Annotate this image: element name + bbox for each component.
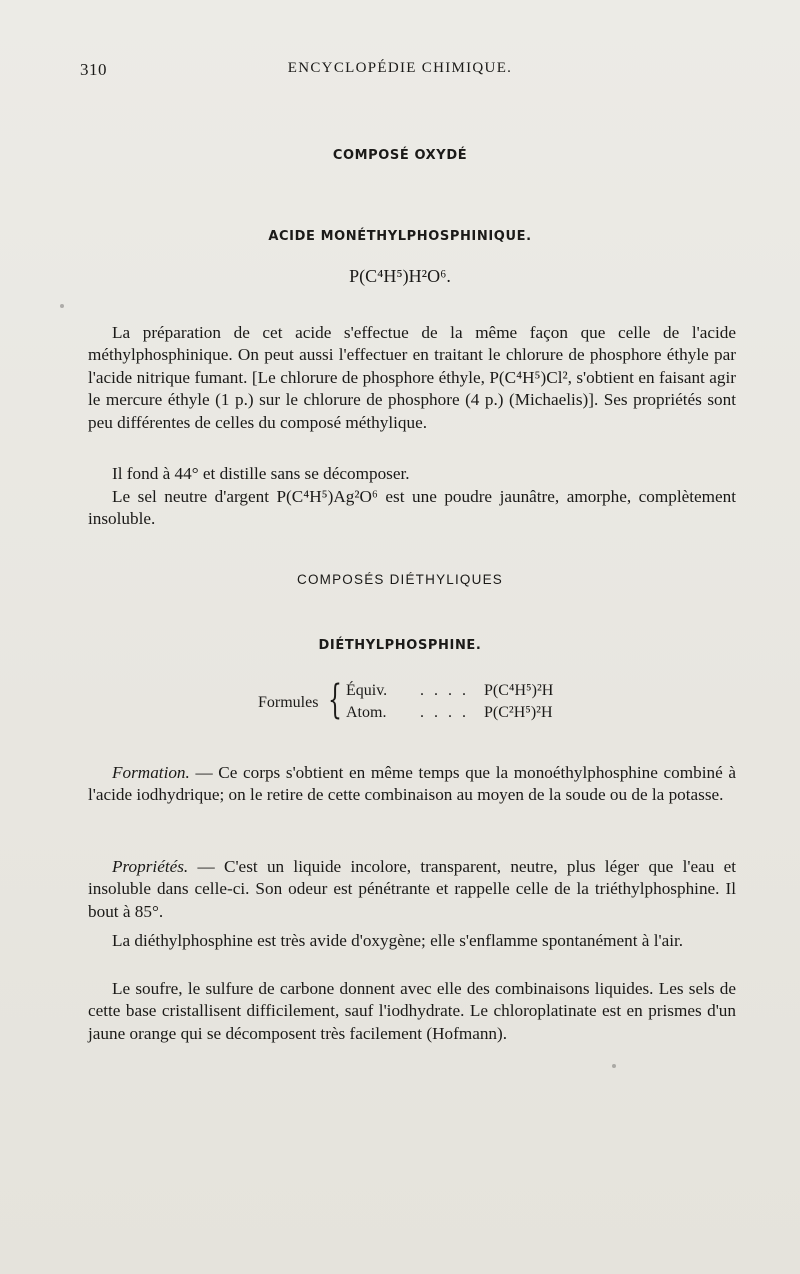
page-header [80, 60, 720, 90]
section-heading-acide: ACIDE MONÉTHYLPHOSPHINIQUE. [268, 229, 532, 244]
formation-text: — Ce corps s'obtient en même temps que la monoéthylphosphine combiné à l'acide iodhydrique; on le retire de cette combinaison au moyen de la soude ou de la potasse. [88, 763, 736, 805]
formules-label: Formules [258, 694, 319, 711]
formules-dots: . . . . [420, 682, 469, 699]
section-heading-diethyliques: COMPOSÉS DIÉTHYLIQUES [297, 572, 503, 587]
formules-dots: . . . . [420, 704, 469, 721]
formules-key: Équiv. [346, 682, 388, 699]
paragraph-soufre: Le soufre, le sulfure de carbone donnent avec elle des combinaisons liquides. Les sels de cette base cristallisent difficilement, sauf l'iodhydrate. Le chloroplatinate est en prismes d'un jaune orange qui se décomposent très facilement (Hofmann). [88, 979, 736, 1043]
speck-mark [60, 304, 64, 308]
running-title: ENCYCLOPÉDIE CHIMIQUE. [287, 60, 513, 76]
proprietes-label: Propriétés. [112, 857, 189, 876]
paragraph-sel-argent: Le sel neutre d'argent P(C⁴H⁵)Ag²O⁶ est une poudre jaunâtre, amorphe, complètement insoluble. [88, 487, 736, 529]
section-heading-compose-oxyde: COMPOSÉ OXYDÉ [332, 148, 468, 163]
brace-icon: { [328, 677, 342, 723]
formules-key: Atom. [346, 704, 387, 721]
section-heading-diethylphosphine: DIÉTHYLPHOSPHINE. [318, 638, 482, 653]
proprietes-text: — C'est un liquide incolore, transparent, neutre, plus léger que l'eau et insoluble dans celle-ci. Son odeur est pénétrante et rappelle celle de la triéthylphosphine. Il bout à 85°. [88, 857, 736, 921]
speck-mark [612, 1064, 616, 1068]
formation-label: Formation. [112, 763, 190, 782]
formules-row-atom [346, 704, 616, 726]
formules-value: P(C⁴H⁵)²H [484, 682, 554, 699]
paragraph-oxygene: La diéthylphosphine est très avide d'oxygène; elle s'enflamme spontanément à l'air. [112, 931, 684, 950]
formules-row-equiv [346, 682, 616, 704]
formules-block [250, 677, 610, 728]
formules-value: P(C²H⁵)²H [484, 704, 553, 721]
page-number: 310 [80, 60, 107, 79]
paragraph-formation [88, 762, 736, 807]
paragraph-proprietes [88, 856, 736, 923]
paragraph-preparation: La préparation de cet acide s'effectue de la même façon que celle de l'acide méthylphosphinique. On peut aussi l'effectuer en traitant le chlorure de phosphore éthyle par l'acide nitrique fumant. [Le chlorure de phosphore éthyle, P(C⁴H⁵)Cl², s'obtient en faisant agir le mercure éthyle (1 p.) sur le chlorure de phosphore (4 p.) (Michaelis)]. Ses propriétés sont peu différentes de celles du composé méthylique. [88, 323, 736, 432]
paragraph-fusion: Il fond à 44° et distille sans se décomposer. [112, 464, 410, 483]
acide-formula: P(C⁴H⁵)H²O⁶. [349, 266, 451, 286]
